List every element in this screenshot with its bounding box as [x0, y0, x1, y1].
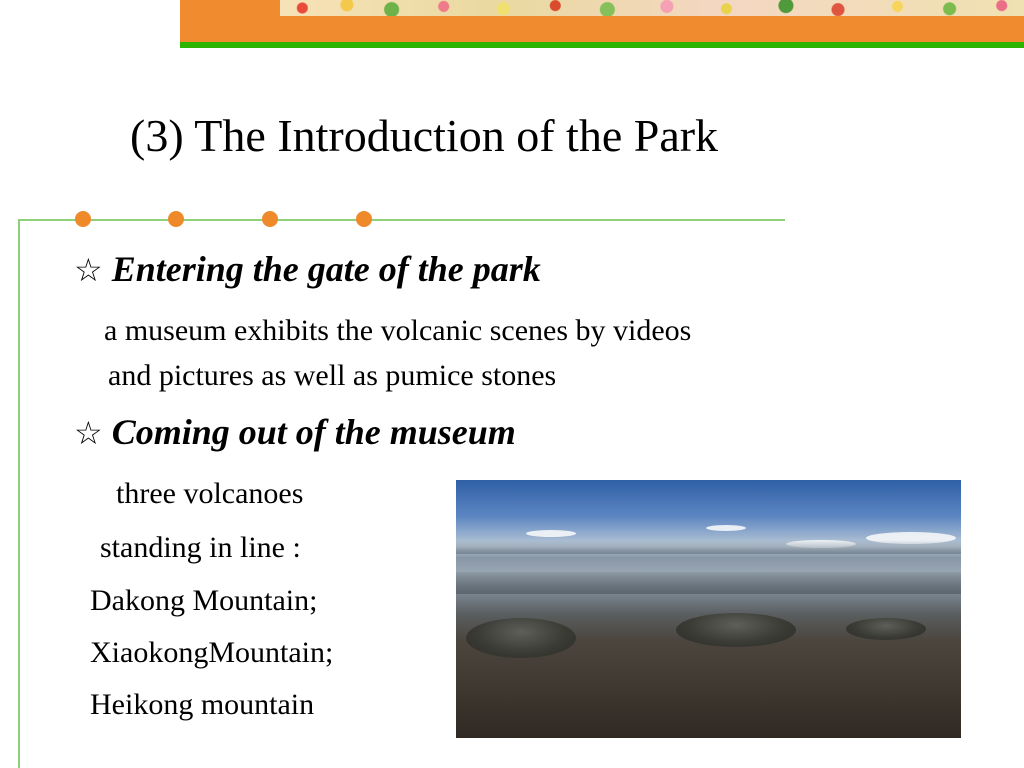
star-icon: ☆ — [74, 414, 103, 452]
section-body-line: a museum exhibits the volcanic scenes by videos — [104, 314, 692, 347]
section-body-line: standing in line : — [100, 531, 301, 564]
section-body-line: and pictures as well as pumice stones — [108, 359, 557, 392]
slide-title: (3) The Introduction of the Park — [130, 110, 719, 161]
section-body-line: three volcanoes — [116, 477, 304, 510]
decorative-dot-1 — [75, 211, 91, 227]
banner-orange-bar — [180, 0, 280, 42]
top-banner — [180, 0, 1024, 50]
banner-green-line — [180, 42, 1024, 48]
section-heading-text: Entering the gate of the park — [111, 249, 541, 289]
section-body-line: XiaokongMountain; — [90, 636, 334, 669]
decorative-dot-3 — [262, 211, 278, 227]
section-heading-text: Coming out of the museum — [111, 412, 516, 452]
mid-ridge — [456, 572, 961, 594]
section-heading-coming-out — [74, 410, 516, 455]
section-heading-entering — [74, 247, 541, 292]
distant-ridge — [456, 540, 961, 554]
section-body-line: Heikong mountain — [90, 688, 315, 721]
decorative-dot-2 — [168, 211, 184, 227]
banner-orange-bar-lower — [280, 16, 1024, 42]
volcano-crater-right — [846, 618, 926, 640]
frame-top-line — [18, 219, 785, 221]
star-icon: ☆ — [74, 251, 103, 289]
section-body-line: Dakong Mountain; — [90, 584, 318, 617]
volcano-landscape-photo — [456, 480, 961, 738]
volcano-crater-left — [466, 618, 576, 658]
banner-flower-strip — [280, 0, 1024, 16]
volcano-crater-center — [676, 613, 796, 647]
cloud-shape — [526, 530, 576, 537]
cloud-shape — [706, 525, 746, 531]
decorative-dot-4 — [356, 211, 372, 227]
frame-left-line — [18, 219, 20, 768]
